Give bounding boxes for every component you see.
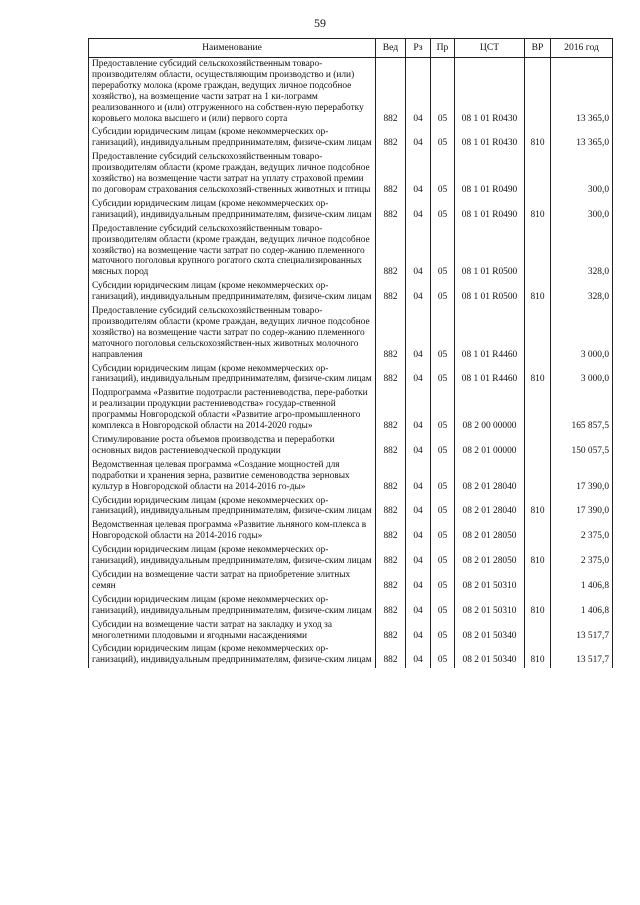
- row-cst: 08 2 01 50340: [455, 643, 525, 668]
- row-rz: 04: [406, 58, 431, 127]
- row-cst: 08 2 01 00000: [455, 434, 525, 459]
- row-rz: 04: [406, 198, 431, 223]
- row-vr: [525, 387, 551, 434]
- row-cst: 08 1 01 R0500: [455, 223, 525, 281]
- row-cst: 08 1 01 R0500: [455, 280, 525, 305]
- row-amount: 300,0: [551, 198, 613, 223]
- row-cst: 08 1 01 R0430: [455, 126, 525, 151]
- row-pr: 05: [431, 459, 455, 495]
- row-amount: 1 406,8: [551, 594, 613, 619]
- row-ved: 882: [376, 519, 406, 544]
- row-rz: 04: [406, 305, 431, 363]
- row-vr: [525, 619, 551, 644]
- table-row: [89, 151, 613, 198]
- row-rz: 04: [406, 126, 431, 151]
- row-pr: 05: [431, 643, 455, 668]
- row-cst: 08 1 01 R4460: [455, 305, 525, 363]
- row-amount: 3 000,0: [551, 363, 613, 388]
- row-name: Предоставление субсидий сельскохозяйственным товаро-производителям области (кроме граждан, ведущих личное подсобное хозяйство) на возмещение части затрат по содер-жанию племенного маточного поголовья сельскохозяйствен-ных животных молочного направления: [89, 305, 376, 363]
- row-vr: 810: [525, 544, 551, 569]
- row-name: Ведомственная целевая программа «Создание мощностей для подработки и хранения зерна, развитие семеноводства зерновых культур в Новгородской области на 2014-2016 го-ды»: [89, 459, 376, 495]
- row-rz: 04: [406, 363, 431, 388]
- row-amount: 328,0: [551, 223, 613, 281]
- row-name: Предоставление субсидий сельскохозяйственным товаро-производителям области (кроме граждан, ведущих личное подсобное хозяйство) на возмещение части затрат по содер-жанию племенного маточного поголовья крупного рогатого скота специализированных мясных пород: [89, 223, 376, 281]
- table-row: [89, 519, 613, 544]
- table-row: [89, 619, 613, 644]
- row-name: Субсидии на возмещение части затрат на приобретение элитных семян: [89, 569, 376, 594]
- row-rz: 04: [406, 280, 431, 305]
- table-row: [89, 126, 613, 151]
- budget-table: [88, 38, 613, 668]
- row-name: Подпрограмма «Развитие подотрасли растениеводства, пере-работки и реализации продукции растениеводства» государ-ственной программы Новгородской области «Развитие агро-промышленного комплекса в Новгородской области на 2014-2020 годы»: [89, 387, 376, 434]
- row-amount: 13 517,7: [551, 643, 613, 668]
- row-pr: 05: [431, 126, 455, 151]
- row-rz: 04: [406, 544, 431, 569]
- row-ved: 882: [376, 619, 406, 644]
- row-amount: 165 857,5: [551, 387, 613, 434]
- row-pr: 05: [431, 519, 455, 544]
- row-vr: [525, 569, 551, 594]
- row-rz: 04: [406, 643, 431, 668]
- row-pr: 05: [431, 544, 455, 569]
- row-amount: 17 390,0: [551, 495, 613, 520]
- table-row: [89, 459, 613, 495]
- row-amount: 2 375,0: [551, 544, 613, 569]
- row-rz: 04: [406, 459, 431, 495]
- row-ved: 882: [376, 569, 406, 594]
- row-ved: 882: [376, 643, 406, 668]
- row-amount: 150 057,5: [551, 434, 613, 459]
- row-name: Предоставление субсидий сельскохозяйственным товаро-производителям области (кроме граждан, ведущих личное подсобное хозяйство) на возмещение части затрат на уплату страховой премии по договорам страхования сельскохозяй-ственных животных и птицы: [89, 151, 376, 198]
- row-amount: 328,0: [551, 280, 613, 305]
- header-vr: ВР: [525, 39, 551, 58]
- row-cst: 08 1 01 R4460: [455, 363, 525, 388]
- row-cst: 08 2 01 28040: [455, 459, 525, 495]
- row-amount: 300,0: [551, 151, 613, 198]
- row-rz: 04: [406, 569, 431, 594]
- row-ved: 882: [376, 544, 406, 569]
- row-amount: 13 517,7: [551, 619, 613, 644]
- row-cst: 08 2 01 50340: [455, 619, 525, 644]
- row-name: Ведомственная целевая программа «Развитие льняного ком-плекса в Новгородской области на 2014-2016 годы»: [89, 519, 376, 544]
- table-row: [89, 544, 613, 569]
- row-vr: 810: [525, 495, 551, 520]
- row-vr: 810: [525, 643, 551, 668]
- row-name: Предоставление субсидий сельскохозяйственным товаро-производителям области, осуществляющим производство и (или) переработку молока (кроме граждан, ведущих личное подсобное хозяйство), на возмещение части затрат на 1 ки-лограмм реализованного и (или) отгруженного на собствен-ную переработку коровьего молока высшего и (или) первого сорта: [89, 58, 376, 127]
- row-cst: 08 2 00 00000: [455, 387, 525, 434]
- row-vr: 810: [525, 126, 551, 151]
- table-row: [89, 305, 613, 363]
- row-ved: 882: [376, 459, 406, 495]
- row-ved: 882: [376, 387, 406, 434]
- row-vr: 810: [525, 363, 551, 388]
- row-ved: 882: [376, 305, 406, 363]
- row-pr: 05: [431, 363, 455, 388]
- row-amount: 1 406,8: [551, 569, 613, 594]
- row-name: Субсидии юридическим лицам (кроме некоммерческих ор-ганизаций), индивидуальным предпринимателям, физиче-ским лицам: [89, 495, 376, 520]
- table-row: [89, 387, 613, 434]
- row-ved: 882: [376, 151, 406, 198]
- row-name: Субсидии юридическим лицам (кроме некоммерческих ор-ганизаций), индивидуальным предпринимателям, физиче-ским лицам: [89, 126, 376, 151]
- row-amount: 2 375,0: [551, 519, 613, 544]
- row-cst: 08 2 01 28050: [455, 519, 525, 544]
- header-cst: ЦСТ: [455, 39, 525, 58]
- row-vr: [525, 223, 551, 281]
- row-name: Субсидии на возмещение части затрат на закладку и уход за многолетними плодовыми и ягодными насаждениями: [89, 619, 376, 644]
- row-rz: 04: [406, 434, 431, 459]
- row-cst: 08 2 01 50310: [455, 569, 525, 594]
- row-vr: [525, 58, 551, 127]
- row-vr: [525, 434, 551, 459]
- row-rz: 04: [406, 495, 431, 520]
- row-cst: 08 2 01 50310: [455, 594, 525, 619]
- row-pr: 05: [431, 198, 455, 223]
- row-pr: 05: [431, 434, 455, 459]
- row-ved: 882: [376, 434, 406, 459]
- row-pr: 05: [431, 223, 455, 281]
- row-amount: 17 390,0: [551, 459, 613, 495]
- row-amount: 3 000,0: [551, 305, 613, 363]
- row-vr: [525, 459, 551, 495]
- row-name: Субсидии юридическим лицам (кроме некоммерческих ор-ганизаций), индивидуальным предпринимателям, физиче-ским лицам: [89, 363, 376, 388]
- row-rz: 04: [406, 519, 431, 544]
- row-pr: 05: [431, 305, 455, 363]
- row-vr: 810: [525, 280, 551, 305]
- row-ved: 882: [376, 594, 406, 619]
- header-name: Наименование: [89, 39, 376, 58]
- row-cst: 08 2 01 28040: [455, 495, 525, 520]
- table-header: [89, 39, 613, 58]
- header-pr: Пр: [431, 39, 455, 58]
- row-vr: 810: [525, 198, 551, 223]
- table-row: [89, 223, 613, 281]
- row-pr: 05: [431, 619, 455, 644]
- header-rz: Рз: [406, 39, 431, 58]
- row-pr: 05: [431, 569, 455, 594]
- row-pr: 05: [431, 151, 455, 198]
- row-pr: 05: [431, 387, 455, 434]
- row-pr: 05: [431, 280, 455, 305]
- table-row: [89, 643, 613, 668]
- row-rz: 04: [406, 151, 431, 198]
- row-rz: 04: [406, 594, 431, 619]
- row-rz: 04: [406, 387, 431, 434]
- row-cst: 08 1 01 R0490: [455, 198, 525, 223]
- table-row: [89, 58, 613, 127]
- row-ved: 882: [376, 58, 406, 127]
- row-name: Субсидии юридическим лицам (кроме некоммерческих ор-ганизаций), индивидуальным предпринимателям, физиче-ским лицам: [89, 544, 376, 569]
- row-cst: 08 2 01 28050: [455, 544, 525, 569]
- table-row: [89, 495, 613, 520]
- table-row: [89, 363, 613, 388]
- row-ved: 882: [376, 495, 406, 520]
- row-pr: 05: [431, 58, 455, 127]
- table-body: [89, 58, 613, 669]
- row-name: Стимулирование роста объемов производства и переработки основных видов растениеводческой продукции: [89, 434, 376, 459]
- row-cst: 08 1 01 R0430: [455, 58, 525, 127]
- page-number: 59: [314, 16, 326, 30]
- row-rz: 04: [406, 223, 431, 281]
- row-name: Субсидии юридическим лицам (кроме некоммерческих ор-ганизаций), индивидуальным предпринимателям, физиче-ским лицам: [89, 198, 376, 223]
- header-amount: 2016 год: [551, 39, 613, 58]
- header-ved: Вед: [376, 39, 406, 58]
- table-row: [89, 280, 613, 305]
- row-name: Субсидии юридическим лицам (кроме некоммерческих ор-ганизаций), индивидуальным предпринимателям, физиче-ским лицам: [89, 280, 376, 305]
- row-cst: 08 1 01 R0490: [455, 151, 525, 198]
- row-vr: [525, 305, 551, 363]
- row-ved: 882: [376, 363, 406, 388]
- table-row: [89, 594, 613, 619]
- row-ved: 882: [376, 280, 406, 305]
- row-amount: 13 365,0: [551, 58, 613, 127]
- row-name: Субсидии юридическим лицам (кроме некоммерческих ор-ганизаций), индивидуальным предпринимателям, физиче-ским лицам: [89, 643, 376, 668]
- row-ved: 882: [376, 223, 406, 281]
- row-amount: 13 365,0: [551, 126, 613, 151]
- row-vr: [525, 151, 551, 198]
- row-name: Субсидии юридическим лицам (кроме некоммерческих ор-ганизаций), индивидуальным предпринимателям, физиче-ским лицам: [89, 594, 376, 619]
- row-rz: 04: [406, 619, 431, 644]
- row-vr: [525, 519, 551, 544]
- row-vr: 810: [525, 594, 551, 619]
- row-pr: 05: [431, 594, 455, 619]
- row-ved: 882: [376, 198, 406, 223]
- table-row: [89, 569, 613, 594]
- table-row: [89, 434, 613, 459]
- row-pr: 05: [431, 495, 455, 520]
- row-ved: 882: [376, 126, 406, 151]
- table-row: [89, 198, 613, 223]
